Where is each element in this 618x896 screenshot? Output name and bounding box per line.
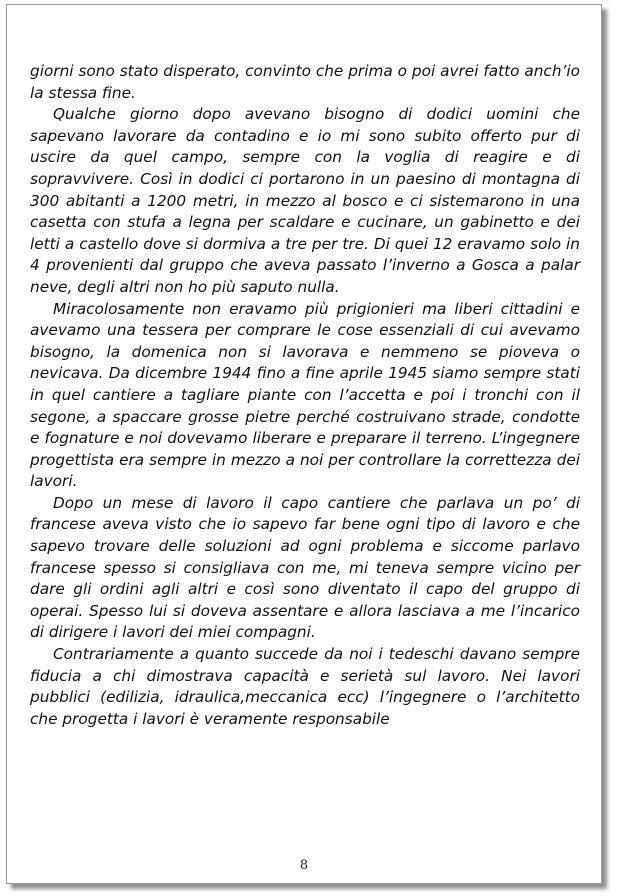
paragraph-continuation: giorni sono stato disperato, convinto che prima o poi avrei fatto anch’io la stessa fine.	[30, 62, 580, 102]
paragraph-miracolosamente: Miracolosamente non eravamo più prigionieri ma liberi cittadini e avevamo una tessera per comprare le cose essenziali di cui avevamo bisogno, la domenica non si lavorava e nemmeno se pioveva o nevicava. Da dicembre 1944 fino a fine aprile 1945 siamo sempre stati in quel cantiere a tagliare piante con l’accetta e poi i tronchi con il segone, a spaccare grosse pietre perché costruivano strade, condotte e fognature e noi dovevamo liberare e preparare il terreno. L’ingegnere progettista era sempre in mezzo a noi per controllare la correttezza dei lavori.	[30, 299, 580, 491]
paragraph-capo-cantiere: Dopo un mese di lavoro il capo cantiere che parlava un po’ di francese aveva visto che io sapevo far bene ogni tipo di lavoro e che sapevo trovare delle soluzioni ad ogni problema e siccome parlavo francese spesso si consigliava con me, mi teneva sempre vicino per dare gli ordini agli altri e così sono diventato il capo del gruppo di operai. Spesso lui si doveva assentare e allora lasciava a me l’incarico di dirigere i lavori dei miei compagni.	[30, 493, 580, 642]
book-page	[6, 4, 602, 884]
paragraph-dodici-uomini: Qualche giorno dopo avevano bisogno di dodici uomini che sapevano lavorare da contadino e io mi sono subito offerto pur di uscire da quel campo, sempre con la voglia di reagire e di sopravvivere. Così in dodici ci portarono in un paesino di montagna di 300 abitanti a 1200 metri, in mezzo al bosco e ci sistemarono in una casetta con stufa a legna per scaldare e cucinare, un gabinetto e dei letti a castello dove si dormiva a tre per tre. Di quei 12 eravamo solo in 4 provenienti dal gruppo che aveva passato l’inverno a Gosca a palar neve, degli altri non ho più saputo nulla.	[30, 105, 580, 296]
page-number: 8	[299, 858, 309, 873]
body-text	[30, 61, 580, 730]
paragraph-contrariamente: Contrariamente a quanto succede da noi i tedeschi davano sempre fiducia a chi dimostrava capacità e serietà sul lavoro. Nei lavori pubblici (edilizia, idraulica,meccanica ecc) l’ingegnere o l’architetto che progetta i lavori è veramente responsabile	[30, 645, 580, 728]
